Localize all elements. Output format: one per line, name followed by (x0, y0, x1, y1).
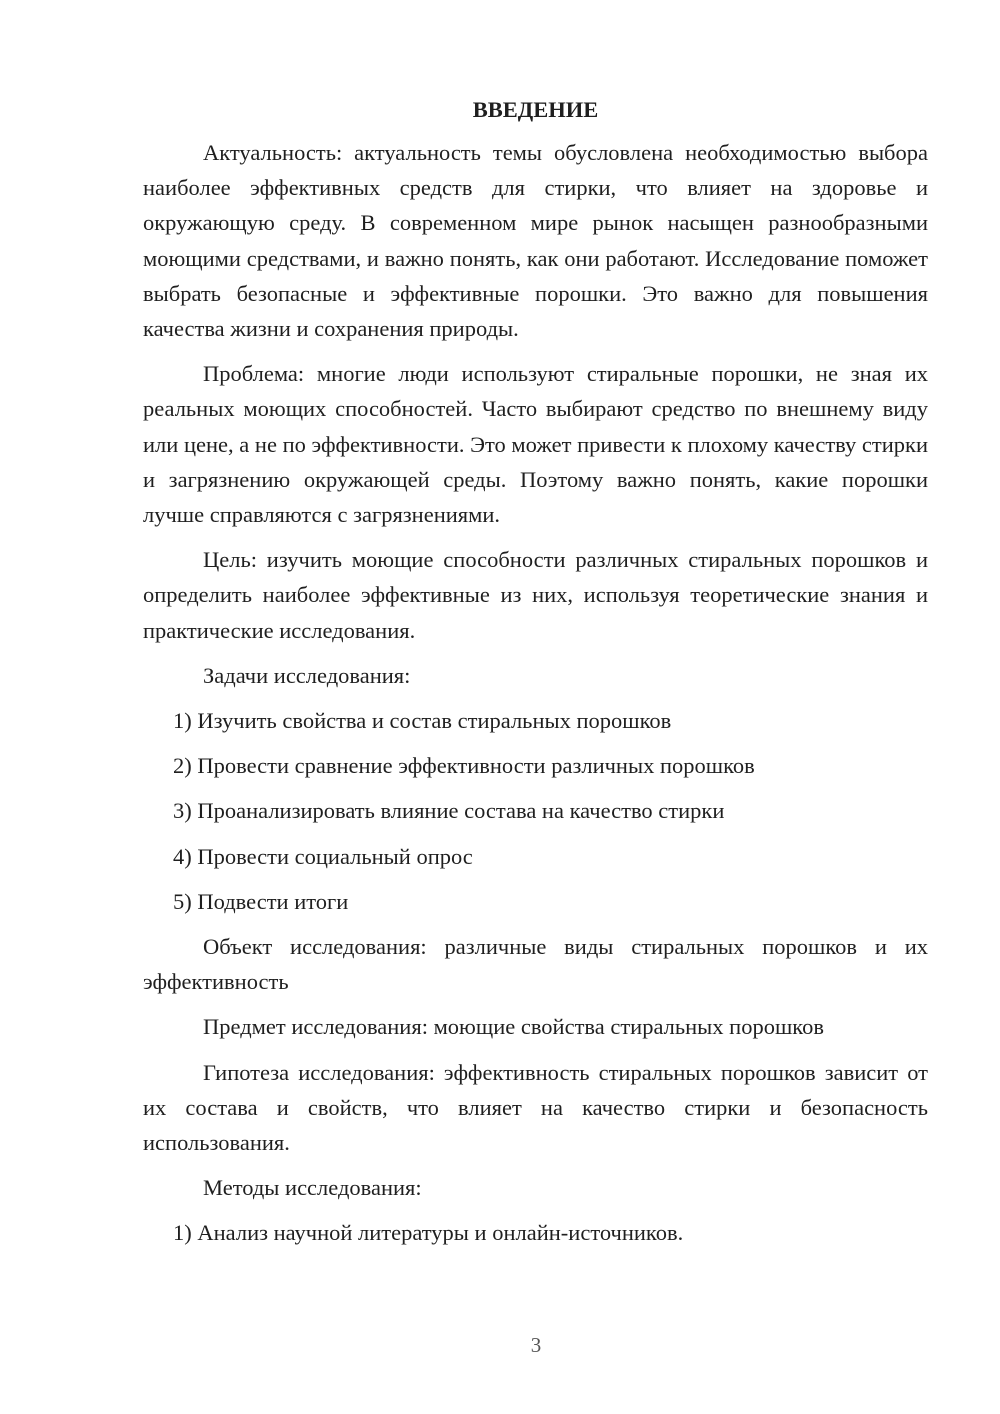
page-number: 3 (530, 1333, 542, 1357)
problem-paragraph: Проблема: многие люди используют стиральные порошки, не зная их реальных моющих способностей. Часто выбирают средство по внешнему виду или цене, а не по эффективности. Это может привести к плохому качеству стирки и загрязнению окружающей среды. Поэтому важно понять, какие порошки лучше справляются с загрязнениями. (143, 361, 928, 528)
task-item: 4) Провести социальный опрос (173, 843, 473, 869)
task-item: 1) Изучить свойства и состав стиральных порошков (173, 708, 672, 734)
task-item: 3) Проанализировать влияние состава на качество стирки (173, 798, 725, 824)
page-content (143, 95, 928, 1261)
page-title: ВВЕДЕНИЕ (472, 97, 599, 122)
goal-paragraph: Цель: изучить моющие способности различных стиральных порошков и определить наиболее эффективные из них, используя теоретические знания и практические исследования. (143, 547, 928, 643)
relevance-paragraph: Актуальность: актуальность темы обусловлена необходимостью выбора наиболее эффективных средств для стирки, что влияет на здоровье и окружающую среду. В современном мире рынок насыщен разнообразными моющими средствами, и важно понять, как они работают. Исследование поможет выбрать безопасные и эффективные порошки. Это важно для повышения качества жизни и сохранения природы. (143, 140, 928, 342)
tasks-heading: Задачи исследования: (203, 662, 411, 688)
task-item: 2) Провести сравнение эффективности различных порошков (173, 753, 755, 779)
object-paragraph: Объект исследования: различные виды стиральных порошков и их эффективность (143, 934, 928, 995)
method-item: 1) Анализ научной литературы и онлайн-источников. (173, 1220, 684, 1246)
methods-heading: Методы исследования: (203, 1175, 422, 1201)
hypothesis-paragraph: Гипотеза исследования: эффективность стиральных порошков зависит от их состава и свойств, что влияет на качество стирки и безопасность использования. (143, 1059, 928, 1156)
task-item: 5) Подвести итоги (173, 888, 349, 914)
subject-paragraph: Предмет исследования: моющие свойства стиральных порошков (203, 1014, 824, 1040)
